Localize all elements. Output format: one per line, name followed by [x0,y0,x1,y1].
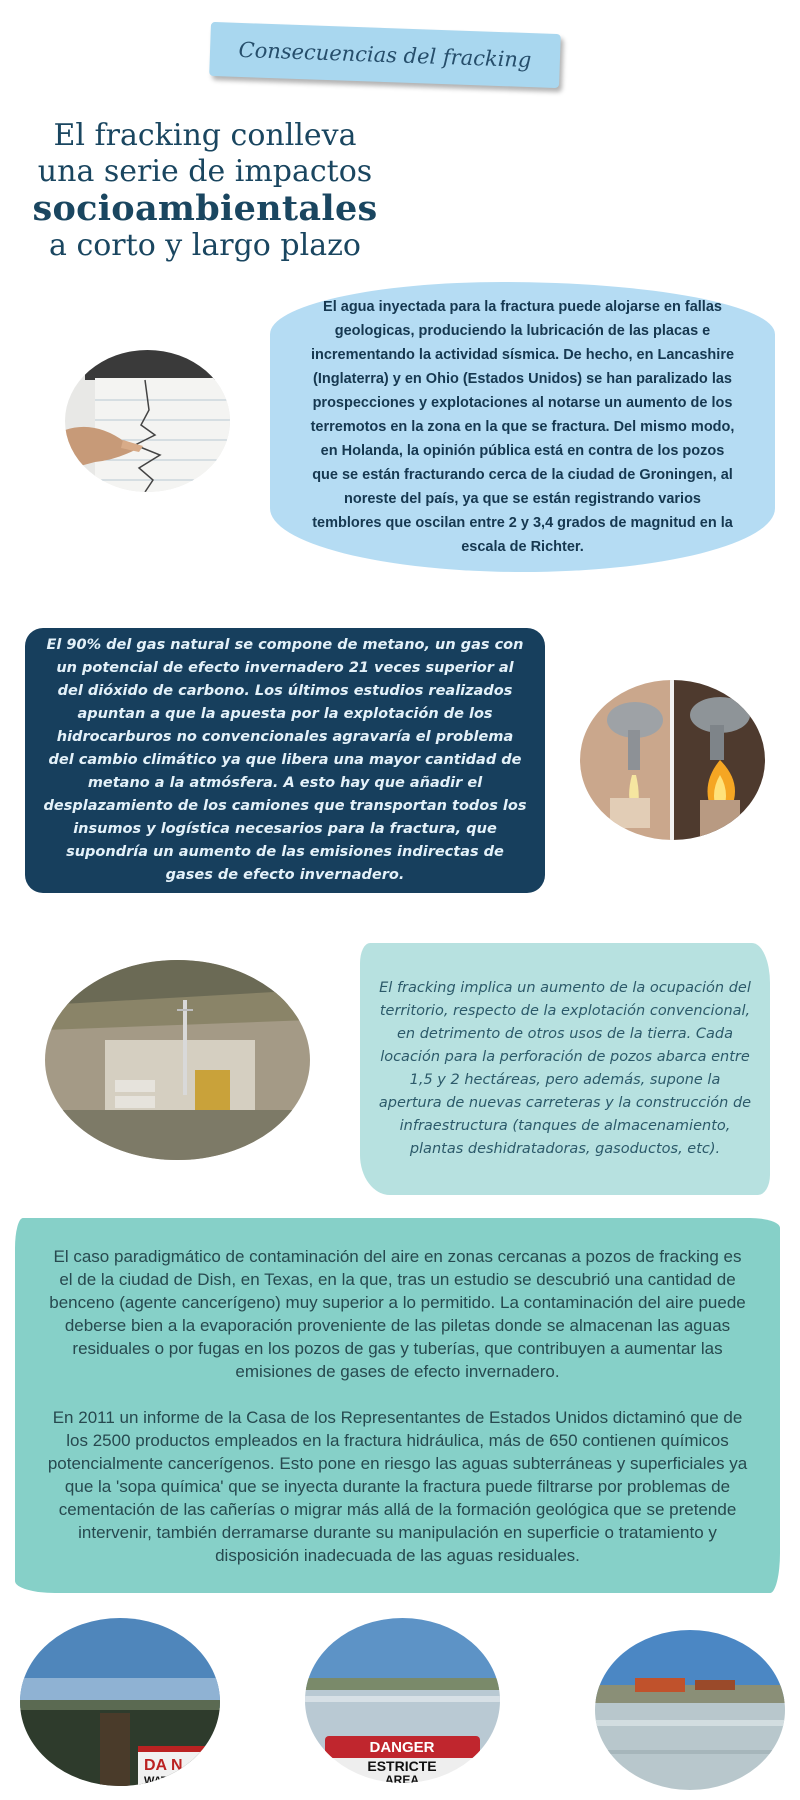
drilling-rig-photo [45,960,310,1160]
pollution-box [15,1218,780,1593]
sign-center-text-2: ESTRICTE [367,1758,437,1774]
flaming-faucet-photo [580,680,765,840]
territory-text: El fracking implica un aumento de la ocupación del territorio, respecto de la explotación convencional, en detrimento de otros usos de la tierra. Cada locación para la perforación de pozos abarca entre 1,5 y 2 hectáreas, pero además, supone la apertura de nuevas carreteras y la construcción de infraestructura (tanques de almacenamiento, plantas deshidratadoras, gasoductos, etc). [378,980,752,1157]
banner-title: Consecuencias del fracking [238,37,532,73]
seismic-activity-text: El agua inyectada para la fractura puede alojarse en fallas geologicas, produciendo la lubricación de las placas e incrementando la actividad sísmica. De hecho, en Lancashire (Inglaterra) y en Ohio (Estados Unidos) se han paralizado las prospecciones y explotaciones al notarse un aumento de los terremotos en la zona en la que se fractura. Del mismo modo, en Holanda, la opinión pública está en contra de los pozos que se están fracturando cerca de la ciudad de Groningen, al noreste del país, ya que se están registrando varios temblores que oscilan entre 2 y 3,4 grados de magnitud en la escala de Richter. [310,299,735,555]
headline-line-4: a corto y largo plazo [49,228,361,263]
seismograph-photo [65,350,230,492]
headline-line-1: El fracking conlleva [53,118,357,153]
wastewater-pond-photo-left [20,1618,220,1786]
sign-center-text-3: AREA [384,1773,420,1783]
air-pollution-paragraph: El caso paradigmático de contaminación del aire en zonas cercanas a pozos de fracking es el de la ciudad de Dish, en Texas, en la que, tras un estudio se descubrió una cantidad de benceno (agente cancerígeno) muy superior a lo permitido. La contaminación del aire puede deberse bien a la evaporación proveniente de las piletas donde se almacenan las aguas residuales o por fugas en los pozos de gas y tuberías, que contribuyen a aumentar las emisiones de gases de efecto invernadero. [49,1246,746,1381]
title-banner [209,22,561,88]
headline [30,118,380,264]
methane-text: El 90% del gas natural se compone de metano, un gas con un potencial de efecto invernadero 21 veces superior al del dióxido de carbono. Los últimos estudios realizados apuntan a que la apuesta por la explotación de los hidrocarburos no convencionales agravaría el problema del cambio climático ya que libera una mayor cantidad de metano a la atmósfera. A esto hay que añadir el desplazamiento de los camiones que transportan todos los insumos y logística necesarios para la fractura, que supondría un aumento de las emisiones indirectas de gases de efecto invernadero. [43,637,527,883]
seismic-activity-box [270,282,775,572]
methane-box [25,628,545,893]
chemicals-paragraph: En 2011 un informe de la Casa de los Representantes de Estados Unidos dictaminó que de los 2500 productos empleados en la fractura hidráulica, más de 650 contienen químicos potencialmente cancerígenos. Esto pone en riesgo las aguas subterráneas y superficiales ya que la 'sopa química' que se inyecta durante la fractura puede filtrarse por problemas de cementación de las cañerías o migrar más allá de la formación geológica que se pretende intervenir, también derramarse durante su manipulación en superficie o tratamiento y disposición inadecuada de las aguas residuales. [47,1407,748,1565]
sign-left-text-1: DA N [144,1757,183,1774]
headline-line-3: socioambientales [32,188,378,229]
sign-left-text-2: WAT [144,1775,168,1786]
wastewater-pond-photo-right [595,1630,785,1790]
territory-box [360,943,770,1195]
headline-line-2: una serie de impactos [37,154,373,189]
wastewater-pond-photo-center [305,1618,500,1783]
sign-center-text-1: DANGER [369,1739,435,1756]
